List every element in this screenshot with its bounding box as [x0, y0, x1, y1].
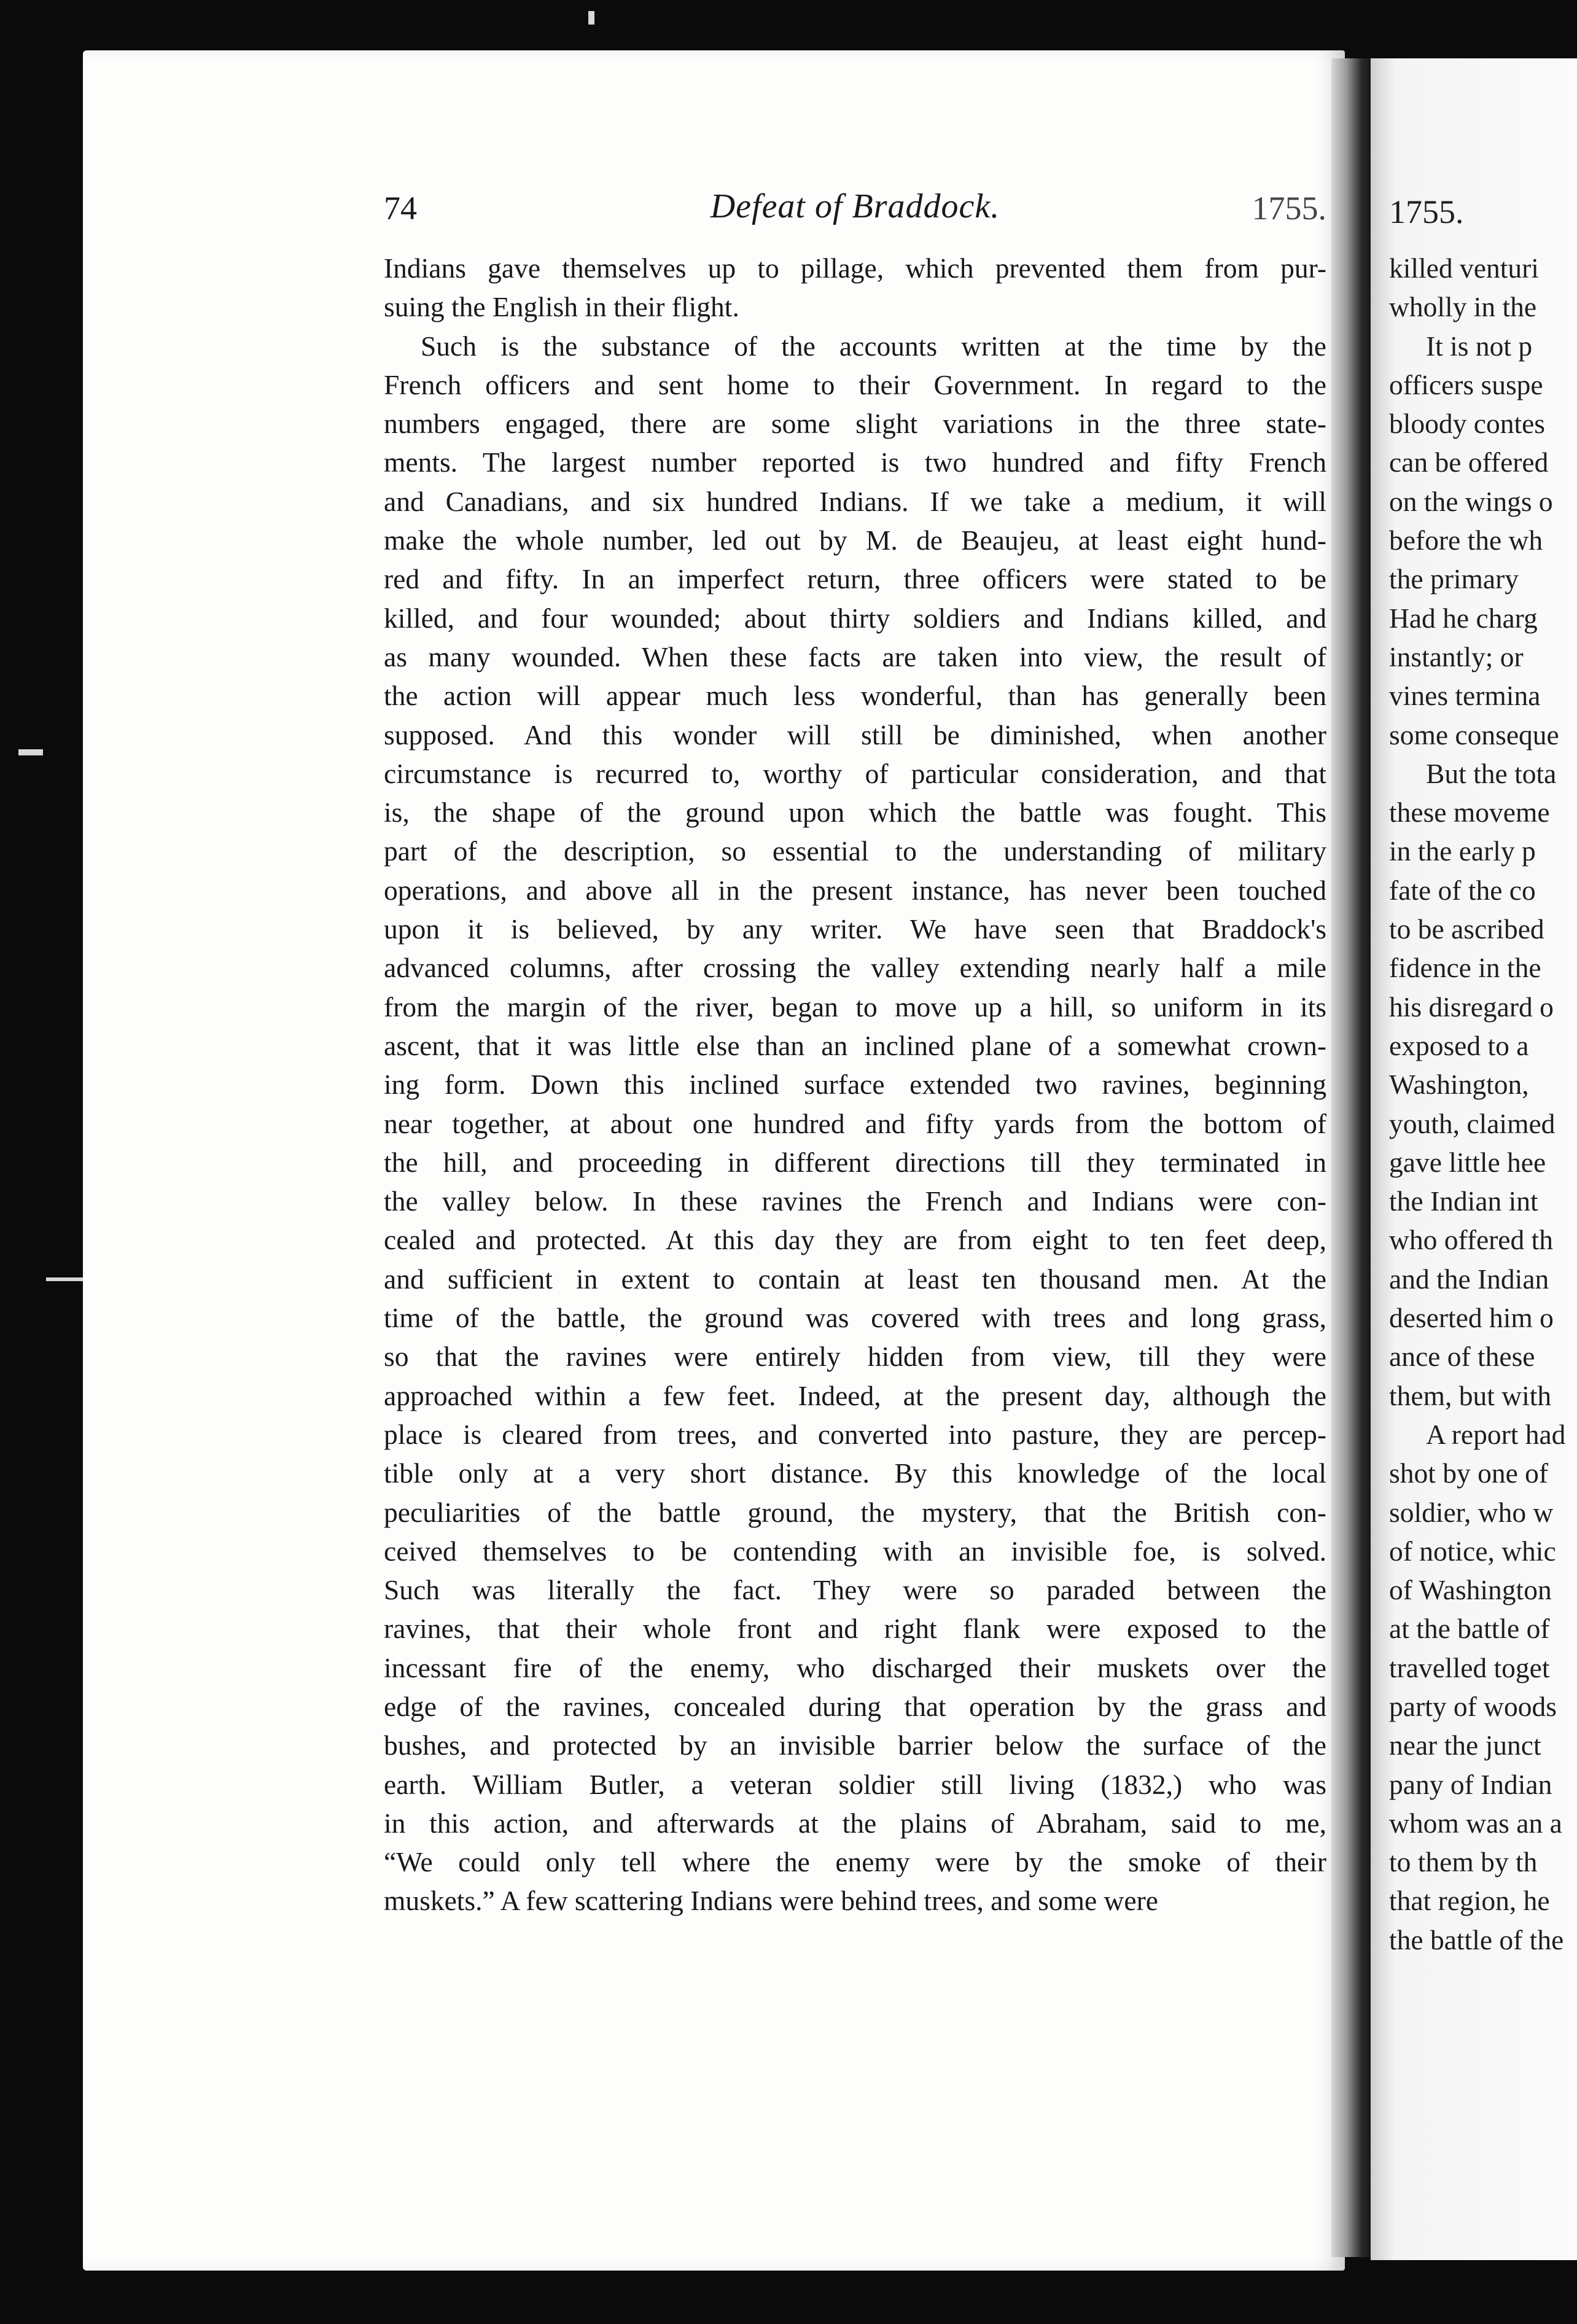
right-page-line: bloody contes [1389, 408, 1546, 440]
right-page-line: some conseque [1389, 719, 1559, 751]
right-page-line: party of woods [1389, 1690, 1557, 1722]
text-line: the action will appear much less wonderful, than has generally been [384, 680, 1326, 712]
text-line: “We could only tell where the enemy were by the smoke of their [384, 1846, 1326, 1878]
body-text [384, 249, 1326, 1920]
text-line: place is cleared from trees, and converted into pasture, they are percep- [384, 1418, 1326, 1450]
right-page-line: Had he charg [1389, 602, 1538, 634]
text-line: numbers engaged, there are some slight variations in the three state- [384, 408, 1326, 440]
text-line: ments. The largest number reported is two hundred and fifty French [384, 446, 1326, 478]
text-line: circumstance is recurred to, worthy of particular consideration, and that [384, 757, 1326, 789]
right-page-line: near the junct [1389, 1729, 1541, 1761]
text-line: bushes, and protected by an invisible barrier below the surface of the [384, 1729, 1326, 1761]
right-page-text [1389, 184, 1573, 1959]
book-gutter [1331, 58, 1374, 2257]
right-page-line: before the wh [1389, 524, 1543, 556]
text-line: operations, and above all in the present instance, has never been touched [384, 874, 1326, 906]
right-page-line: Washington, [1389, 1069, 1529, 1101]
page-header [384, 184, 1326, 240]
text-line: advanced columns, after crossing the valley extending nearly half a mile [384, 952, 1326, 984]
right-page-line: killed venturi [1389, 252, 1539, 284]
right-page-line: who offered th [1389, 1224, 1554, 1256]
right-page-line: A report had [1426, 1418, 1566, 1450]
text-line: cealed and protected. At this day they are from eight to ten feet deep, [384, 1224, 1326, 1256]
text-line: ceived themselves to be contending with an invisible foe, is solved. [384, 1535, 1326, 1567]
right-page-line: instantly; or [1389, 641, 1524, 673]
text-line: and Canadians, and six hundred Indians. If we take a medium, it will [384, 485, 1326, 517]
text-line: part of the description, so essential to the understanding of military [384, 835, 1326, 867]
right-page-line: them, but with [1389, 1379, 1552, 1411]
scan-speck [588, 11, 594, 25]
text-line: ravines, that their whole front and right flank were exposed to the [384, 1613, 1326, 1645]
text-line: as many wounded. When these facts are taken into view, the result of [384, 641, 1326, 673]
text-line: near together, at about one hundred and fifty yards from the bottom of [384, 1107, 1326, 1139]
text-line: Indians gave themselves up to pillage, which prevented them from pur- [384, 252, 1326, 284]
right-page-line: travelled toget [1389, 1651, 1550, 1683]
right-page-year: 1755. [1389, 193, 1464, 230]
right-page-line: pany of Indian [1389, 1768, 1552, 1800]
text-line: peculiarities of the battle ground, the mystery, that the British con- [384, 1496, 1326, 1528]
text-line: the hill, and proceeding in different directions till they terminated in [384, 1146, 1326, 1178]
text-line: approached within a few feet. Indeed, at the present day, although the [384, 1379, 1326, 1411]
right-page-line: in the early p [1389, 835, 1536, 867]
text-line: upon it is believed, by any writer. We have seen that Braddock's [384, 913, 1326, 945]
text-line: suing the English in their flight. [384, 291, 739, 323]
right-page-line: whom was an a [1389, 1807, 1562, 1839]
right-page-line: wholly in the [1389, 291, 1537, 323]
text-line: the valley below. In these ravines the French and Indians were con- [384, 1185, 1326, 1217]
page-number: 74 [384, 190, 417, 227]
text-line: edge of the ravines, concealed during that operation by the grass and [384, 1690, 1326, 1722]
right-page-line: to them by th [1389, 1846, 1538, 1878]
text-line: muskets.” A few scattering Indians were behind trees, and some were [384, 1885, 1158, 1917]
scan-speck [18, 749, 43, 755]
header-year: 1755. [1252, 190, 1326, 227]
right-page-line: It is not p [1426, 330, 1533, 362]
right-page-line: deserted him o [1389, 1302, 1554, 1334]
right-page-line: ance of these [1389, 1341, 1535, 1373]
right-page-line: shot by one of [1389, 1457, 1549, 1489]
right-page-lines [1389, 249, 1573, 1959]
right-page-line: that region, he [1389, 1885, 1550, 1917]
text-line: time of the battle, the ground was covered with trees and long grass, [384, 1302, 1326, 1334]
text-line: supposed. And this wonder will still be diminished, when another [384, 719, 1326, 751]
right-page-line: the primary [1389, 563, 1519, 595]
text-line: tible only at a very short distance. By this knowledge of the local [384, 1457, 1326, 1489]
text-line: red and fifty. In an imperfect return, three officers were stated to be [384, 563, 1326, 595]
text-line: incessant fire of the enemy, who discharged their muskets over the [384, 1651, 1326, 1683]
right-page-line: on the wings o [1389, 485, 1553, 517]
right-page-line: the Indian int [1389, 1185, 1538, 1217]
right-page-line: fidence in the [1389, 952, 1541, 984]
right-page-line: can be offered [1389, 446, 1549, 478]
text-line: Such is the substance of the accounts written at the time by the [421, 330, 1326, 362]
right-page-line: these moveme [1389, 797, 1550, 829]
right-page-line: his disregard o [1389, 991, 1554, 1023]
right-page-line: youth, claimed [1389, 1107, 1556, 1139]
right-page-line: the battle of the [1389, 1924, 1564, 1956]
text-line: ing form. Down this inclined surface extended two ravines, beginning [384, 1069, 1326, 1101]
right-page-line: officers suspe [1389, 368, 1543, 400]
text-line: earth. William Butler, a veteran soldier still living (1832,) who was [384, 1768, 1326, 1800]
text-line: so that the ravines were entirely hidden from view, till they were [384, 1341, 1326, 1373]
text-line: ascent, that it was little else than an inclined plane of a somewhat crown- [384, 1029, 1326, 1061]
right-page-line: of Washington [1389, 1574, 1552, 1606]
text-line: make the whole number, led out by M. de Beaujeu, at least eight hund- [384, 524, 1326, 556]
right-page-line: gave little hee [1389, 1146, 1546, 1178]
right-page-line: But the tota [1426, 757, 1557, 789]
text-line: killed, and four wounded; about thirty soldiers and Indians killed, and [384, 602, 1326, 634]
right-page-line: soldier, who w [1389, 1496, 1554, 1528]
text-line: in this action, and afterwards at the plains of Abraham, said to me, [384, 1807, 1326, 1839]
right-page-line: vines termina [1389, 680, 1541, 712]
right-page-line: fate of the co [1389, 874, 1536, 906]
scan-speck [46, 1277, 83, 1281]
text-line: and sufficient in extent to contain at least ten thousand men. At the [384, 1263, 1326, 1295]
right-page-line: exposed to a [1389, 1029, 1529, 1061]
text-line: from the margin of the river, began to move up a hill, so uniform in its [384, 991, 1326, 1023]
right-page-line: and the Indian [1389, 1263, 1549, 1295]
text-line: French officers and sent home to their Government. In regard to the [384, 368, 1326, 400]
right-page-line: to be ascribed [1389, 913, 1544, 945]
text-line: is, the shape of the ground upon which the battle was fought. This [384, 797, 1326, 829]
running-title: Defeat of Braddock. [710, 187, 1000, 225]
text-line: Such was literally the fact. They were so paraded between the [384, 1574, 1326, 1606]
right-page-line: at the battle of [1389, 1613, 1550, 1645]
right-page-line: of notice, whic [1389, 1535, 1556, 1567]
